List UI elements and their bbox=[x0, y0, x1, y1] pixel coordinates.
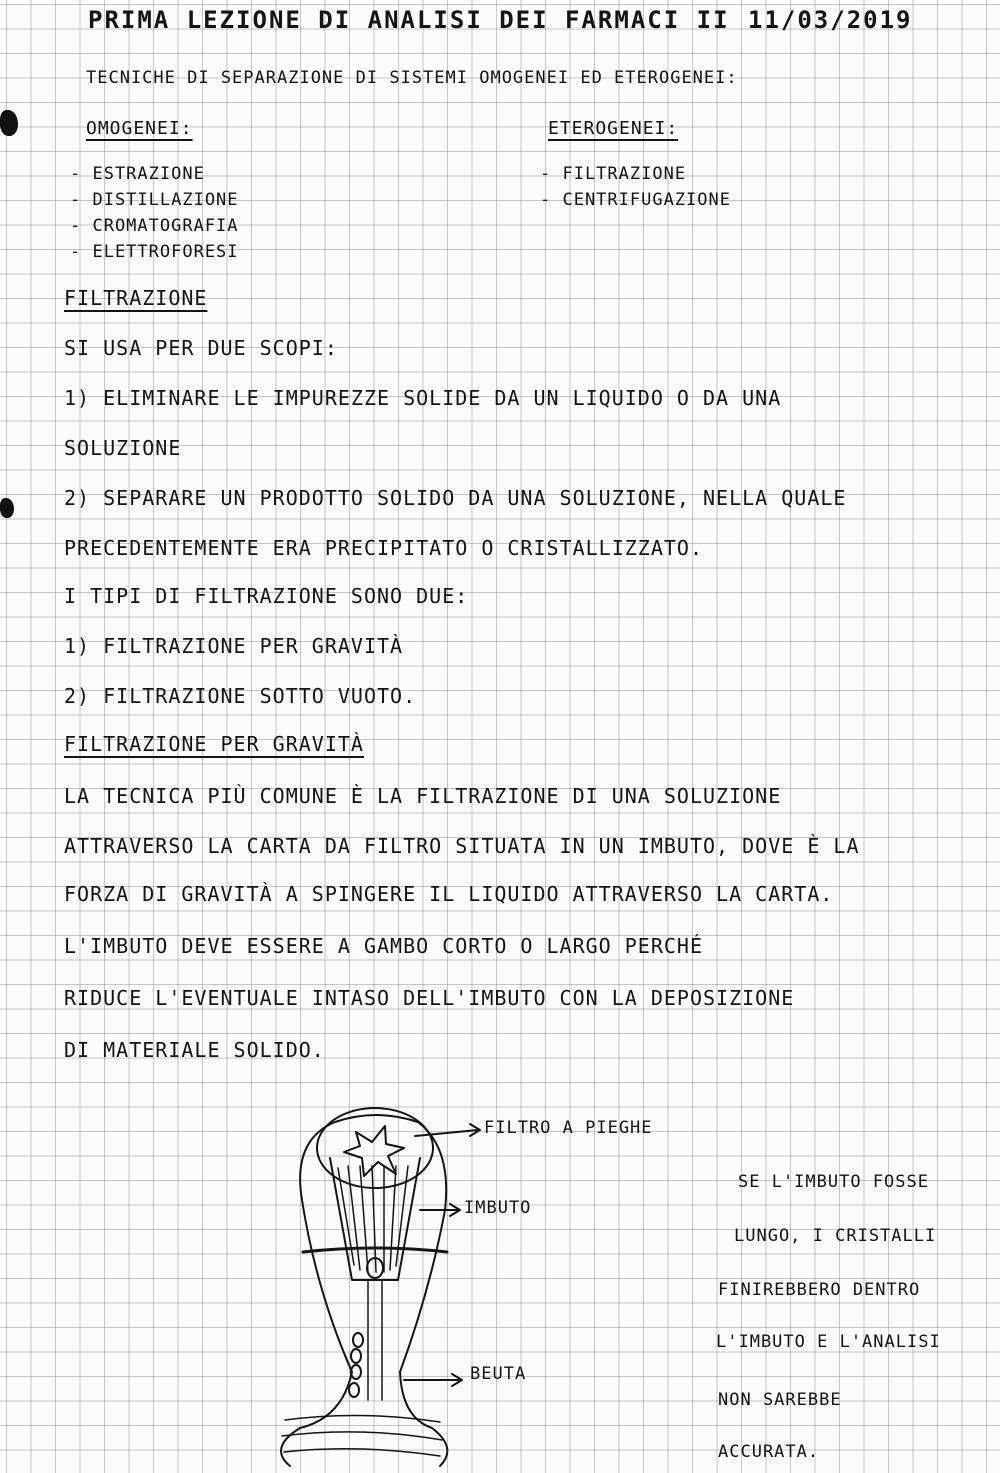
side-note-line: FINIREBBERO DENTRO bbox=[718, 1280, 921, 1300]
eterogenei-item: - FILTRAZIONE bbox=[540, 164, 687, 184]
label-beuta: BEUTA bbox=[470, 1364, 527, 1384]
filtrazione-line: 1) ELIMINARE LE IMPUREZZE SOLIDE DA UN LIQUIDO O DA UNA bbox=[64, 386, 782, 410]
omogenei-item: - ESTRAZIONE bbox=[70, 164, 205, 184]
gravita-heading: FILTRAZIONE PER GRAVITÀ bbox=[64, 732, 364, 756]
eterogenei-heading: ETEROGENEI: bbox=[548, 118, 679, 139]
funnel-rim bbox=[335, 1115, 418, 1122]
filtrazione-line: SI USA PER DUE SCOPI: bbox=[64, 336, 338, 360]
gravita-line: L'IMBUTO DEVE ESSERE A GAMBO CORTO O LARGO PERCHÉ bbox=[64, 934, 704, 958]
filtrazione-line: SOLUZIONE bbox=[64, 436, 182, 460]
filtrazione-line: 1) FILTRAZIONE PER GRAVITÀ bbox=[64, 634, 404, 658]
fluted-filter-star bbox=[344, 1126, 404, 1176]
stem-drop-3 bbox=[351, 1349, 361, 1363]
side-note-line: SE L'IMBUTO FOSSE bbox=[738, 1172, 929, 1192]
gravita-line: LA TECNICA PIÙ COMUNE È LA FILTRAZIONE DI UNA SOLUZIONE bbox=[64, 784, 782, 808]
page-title: PRIMA LEZIONE DI ANALISI DEI FARMACI II bbox=[88, 6, 730, 34]
page-date: 11/03/2019 bbox=[748, 6, 913, 34]
side-note-line: LUNGO, I CRISTALLI bbox=[734, 1226, 937, 1246]
stem-drop-2 bbox=[353, 1333, 363, 1347]
omogenei-item: - ELETTROFORESI bbox=[70, 242, 239, 262]
gravita-line: FORZA DI GRAVITÀ A SPINGERE IL LIQUIDO ATTRAVERSO LA CARTA. bbox=[64, 882, 834, 906]
flask-outline-left bbox=[281, 1122, 352, 1466]
intro-line: TECNICHE DI SEPARAZIONE DI SISTEMI OMOGENEI ED ETEROGENEI: bbox=[86, 68, 738, 88]
funnel-stem bbox=[368, 1280, 382, 1400]
filtrazione-line: 2) FILTRAZIONE SOTTO VUOTO. bbox=[64, 684, 417, 708]
gravita-line: DI MATERIALE SOLIDO. bbox=[64, 1038, 325, 1062]
filter-arrow bbox=[415, 1130, 478, 1136]
omogenei-item: - DISTILLAZIONE bbox=[70, 190, 239, 210]
gravita-line: ATTRAVERSO LA CARTA DA FILTRO SITUATA IN UN IMBUTO, DOVE È LA bbox=[64, 834, 860, 858]
filtrazione-heading: FILTRAZIONE bbox=[64, 286, 208, 310]
eterogenei-item: - CENTRIFUGAZIONE bbox=[540, 190, 731, 210]
gravita-line: RIDUCE L'EVENTUALE INTASO DELL'IMBUTO CON LA DEPOSIZIONE bbox=[64, 986, 795, 1010]
stem-drop-5 bbox=[349, 1383, 359, 1397]
funnel-top-ellipse bbox=[317, 1108, 433, 1188]
filtrazione-line: PRECEDENTEMENTE ERA PRECIPITATO O CRISTALLIZZATO. bbox=[64, 536, 704, 560]
omogenei-heading: OMOGENEI: bbox=[86, 118, 193, 139]
omogenei-item: - CROMATOGRAFIA bbox=[70, 216, 239, 236]
label-imbuto: IMBUTO bbox=[464, 1198, 532, 1218]
filtrazione-line: I TIPI DI FILTRAZIONE SONO DUE: bbox=[64, 584, 469, 608]
side-note-line: NON SAREBBE bbox=[718, 1390, 842, 1410]
label-filtro-a-pieghe: FILTRO A PIEGHE bbox=[484, 1118, 653, 1138]
side-note-line: ACCURATA. bbox=[718, 1442, 820, 1462]
side-note-line: L'IMBUTO E L'ANALISI bbox=[716, 1332, 941, 1352]
filtrazione-line: 2) SEPARARE UN PRODOTTO SOLIDO DA UNA SOLUZIONE, NELLA QUALE bbox=[64, 486, 847, 510]
flask-liquid-lines bbox=[282, 1415, 442, 1456]
